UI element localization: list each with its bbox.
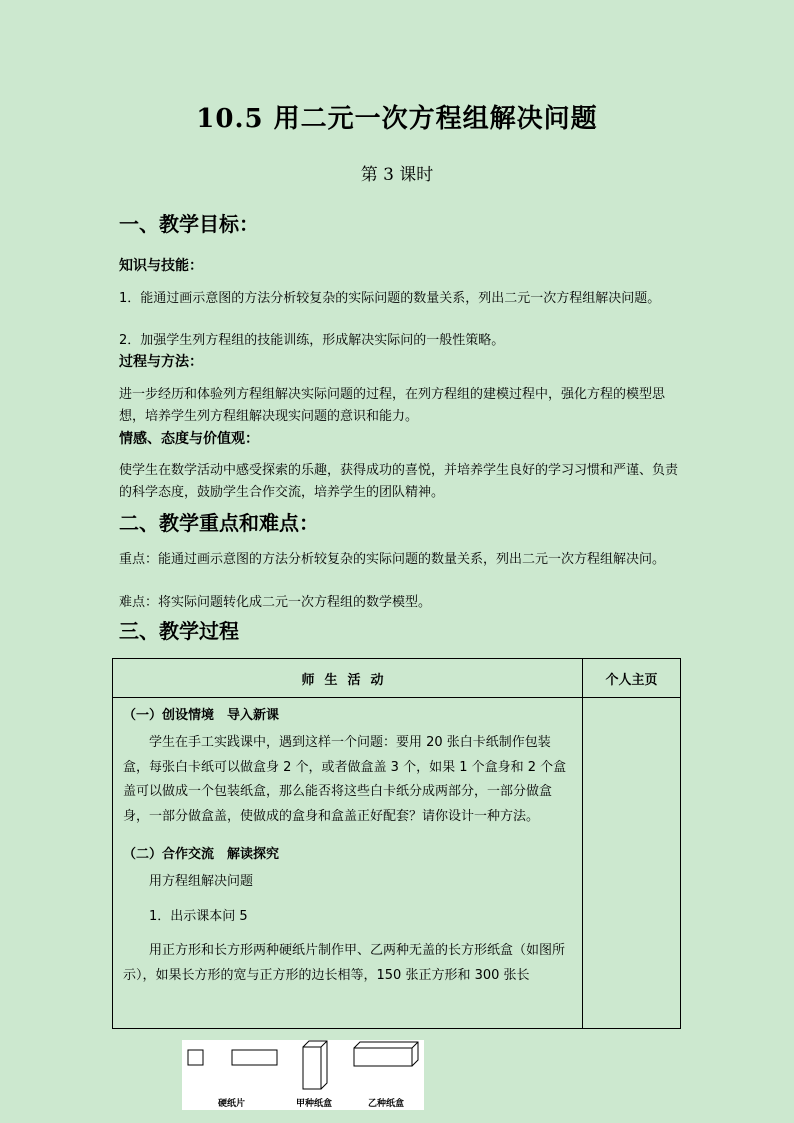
attitude-text: 使学生在数学活动中感受探索的乐趣，获得成功的喜悦，并培养学生良好的学习习惯和严谨、负责的科学态度，鼓励学生合作交流，培养学生的团队精神。: [119, 463, 679, 500]
figure-label-box-a: 甲种纸盒: [296, 1099, 333, 1109]
process-heading: 过程与方法：: [119, 354, 203, 370]
figure-label-box-b: 乙种纸盒: [368, 1099, 405, 1109]
paper-box-figure: [182, 1040, 424, 1110]
figure-drawing: [182, 1040, 424, 1096]
difficulty-text: 难点：将实际问题转化成二元一次方程组的数学模型。: [119, 595, 432, 610]
part1-text: 学生在手工实践课中，遇到这样一个问题：要用 20 张白卡纸制作包装盒，每张白卡纸可以做盒身 2 个，或者做盒盖 3 个，如果 1 个盒身和 2 个盒盖可以做成一个包装纸盒，那么能否将这些白卡纸分成两部分，一部分做盒身，一部分做盒盖，使做成的盒身和盒盖正好配套？请你设计一种方法。: [123, 735, 567, 824]
part2-text: 用正方形和长方形两种硬纸片制作甲、乙两种无盖的长方形纸盒（如图所示），如果长方形的宽与正方形的边长相等，150 张正方形和 300 张长: [123, 943, 566, 983]
document-title: 10.5 用二元一次方程组解决问题: [196, 104, 598, 134]
knowledge-heading: 知识与技能：: [119, 258, 203, 274]
personal-page-cell: [583, 698, 681, 1029]
section-heading-objectives: 一、教学目标：: [119, 212, 259, 236]
key-point-text: 重点：能通过画示意图的方法分析较复杂的实际问题的数量关系，列出二元一次方程组解决问。: [119, 552, 666, 567]
square-card-shape: [188, 1050, 203, 1065]
section-heading-keypoints: 二、教学重点和难点：: [119, 511, 319, 535]
knowledge-item-1: 1．能通过画示意图的方法分析较复杂的实际问题的数量关系，列出二元一次方程组解决问题。: [119, 291, 661, 306]
knowledge-item-2: 2．加强学生列方程组的技能训练，形成解决实际问的一般性策略。: [119, 333, 505, 348]
header-teacher-student-activity: 师生活动: [113, 659, 583, 698]
box-a-shape: [303, 1041, 327, 1089]
part2-item: 1．出示课本问 5: [149, 908, 248, 924]
process-text: 进一步经历和体验列方程组解决实际问题的过程，在列方程组的建模过程中，强化方程的模型思想，培养学生列方程组解决现实问题的意识和能力。: [119, 387, 666, 424]
part1-heading: （一）创设情境 导入新课: [123, 708, 280, 723]
activity-cell: [113, 698, 583, 1029]
part2-intro: 用方程组解决问题: [149, 874, 254, 889]
lesson-table: [112, 658, 681, 1029]
attitude-heading: 情感、态度与价值观：: [119, 431, 259, 447]
box-b-shape: [354, 1042, 418, 1066]
lesson-period: 第 3 课时: [360, 165, 434, 185]
figure-label-card: 硬纸片: [218, 1099, 246, 1109]
rectangle-card-shape: [232, 1050, 277, 1065]
header-personal-page: 个人主页: [583, 659, 681, 698]
part2-heading: （二）合作交流 解读探究: [123, 847, 280, 862]
section-heading-process: 三、教学过程: [119, 619, 239, 643]
